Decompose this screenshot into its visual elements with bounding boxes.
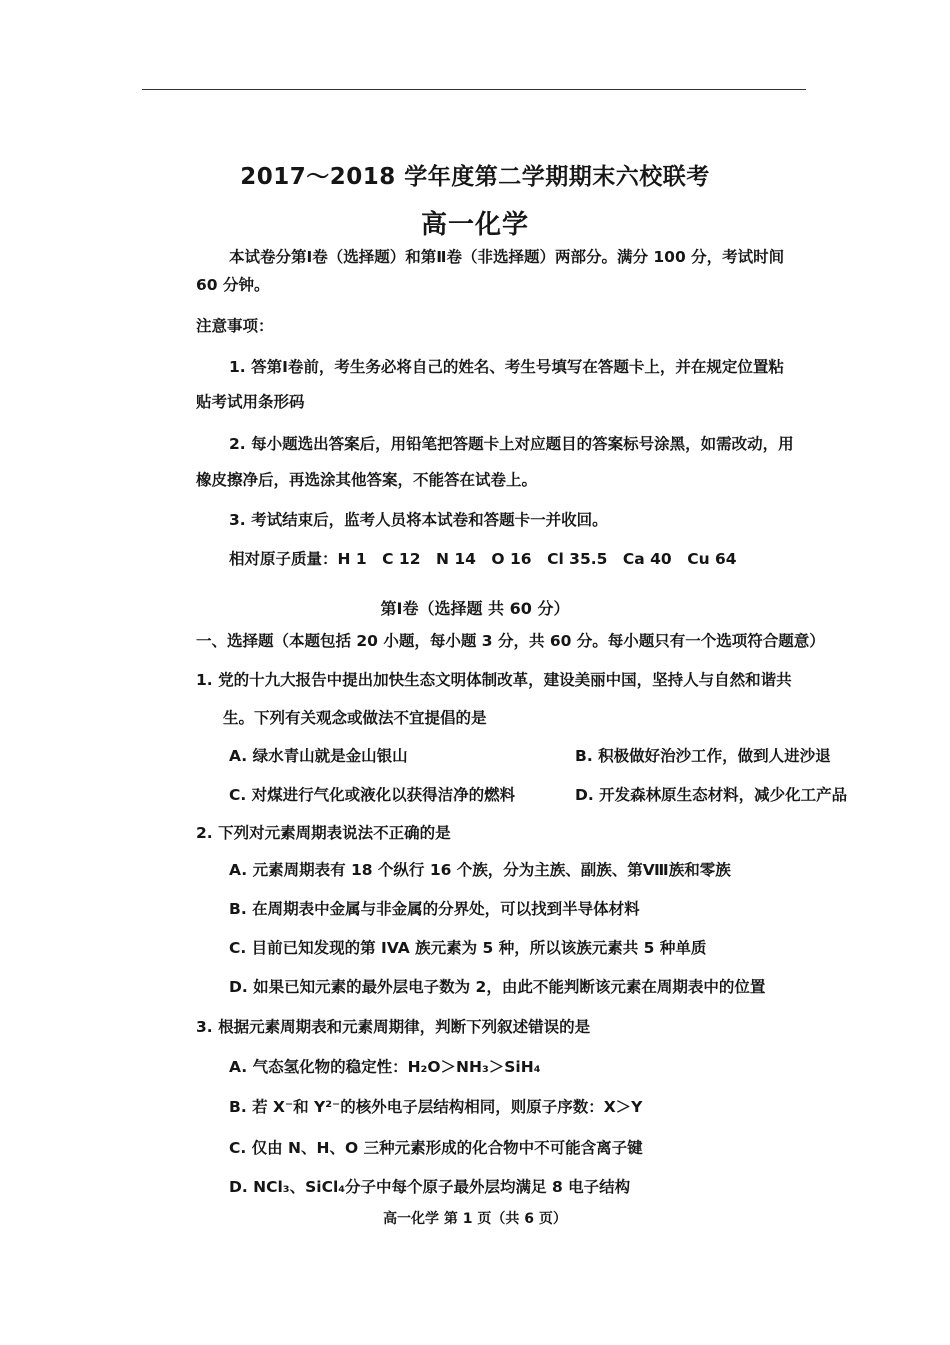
q3-option-a-formula: H₂O＞NH₃＞SiH₄	[407, 1058, 541, 1076]
intro-line-1: 本试卷分第Ⅰ卷（选择题）和第Ⅱ卷（非选择题）两部分。满分 100 分，考试时间	[229, 248, 785, 266]
exam-title: 2017～2018 学年度第二学期期末六校联考	[240, 164, 710, 190]
q3-option-b-formula: X＞Y	[603, 1098, 643, 1116]
q3-option-a	[229, 1056, 541, 1078]
q3-option-b	[229, 1096, 642, 1118]
notice-item-2-line-1: 2. 每小题选出答案后，用铅笔把答题卡上对应题目的答案标号涂黑，如需改动，用	[229, 435, 794, 453]
notice-item-1-line-2: 贴考试用条形码	[196, 393, 305, 411]
intro-line-2: 60 分钟。	[196, 276, 270, 294]
q1-option-a: A. 绿水青山就是金山银山	[229, 747, 408, 765]
q1-option-b: B. 积极做好治沙工作，做到人进沙退	[575, 747, 831, 765]
top-rule	[142, 89, 806, 90]
q3-option-b-label: B. 若 X⁻和 Y²⁻的核外电子层结构相同，则原子序数：	[229, 1098, 604, 1116]
notice-item-1-line-1: 1. 答第Ⅰ卷前，考生务必将自己的姓名、考生号填写在答题卡上，并在规定位置粘	[229, 358, 784, 376]
q3-option-a-label: A. 气态氢化物的稳定性：	[229, 1058, 408, 1076]
q3-stem: 3. 根据元素周期表和元素周期律，判断下列叙述错误的是	[196, 1018, 591, 1036]
q1-option-d: D. 开发森林原生态材料，减少化工产品	[575, 786, 848, 804]
q1-stem-line-2: 生。下列有关观念或做法不宜提倡的是	[223, 709, 487, 727]
q2-option-c: C. 目前已知发现的第 IVA 族元素为 5 种，所以该族元素共 5 种单质	[229, 939, 707, 957]
section-1-instructions: 一、选择题（本题包括 20 小题，每小题 3 分，共 60 分。每小题只有一个选项符合题意）	[196, 632, 825, 650]
notice-heading: 注意事项：	[196, 317, 274, 335]
exam-subject: 高一化学	[420, 210, 529, 240]
atomic-masses: 相对原子质量：H 1 C 12 N 14 O 16 Cl 35.5 Ca 40 Cu 64	[229, 550, 737, 568]
page-footer: 高一化学 第 1 页（共 6 页）	[383, 1211, 567, 1227]
notice-item-3: 3. 考试结束后，监考人员将本试卷和答题卡一并收回。	[229, 511, 608, 529]
q2-stem: 2. 下列对元素周期表说法不正确的是	[196, 824, 451, 842]
q2-option-d: D. 如果已知元素的最外层电子数为 2，由此不能判断该元素在周期表中的位置	[229, 978, 766, 996]
q1-stem-line-1: 1. 党的十九大报告中提出加快生态文明体制改革，建设美丽中国，坚持人与自然和谐共	[196, 671, 792, 689]
q2-option-b: B. 在周期表中金属与非金属的分界处，可以找到半导体材料	[229, 900, 640, 918]
q3-option-d: D. NCl₃、SiCl₄分子中每个原子最外层均满足 8 电子结构	[229, 1178, 631, 1196]
section-1-title: 第Ⅰ卷（选择题 共 60 分）	[380, 599, 570, 618]
q3-option-c: C. 仅由 N、H、O 三种元素形成的化合物中不可能含离子键	[229, 1139, 643, 1157]
q1-option-c: C. 对煤进行气化或液化以获得洁净的燃料	[229, 786, 516, 804]
q2-option-a: A. 元素周期表有 18 个纵行 16 个族，分为主族、副族、第Ⅷ族和零族	[229, 861, 731, 879]
notice-item-2-line-2: 橡皮擦净后，再选涂其他答案，不能答在试卷上。	[196, 471, 538, 489]
